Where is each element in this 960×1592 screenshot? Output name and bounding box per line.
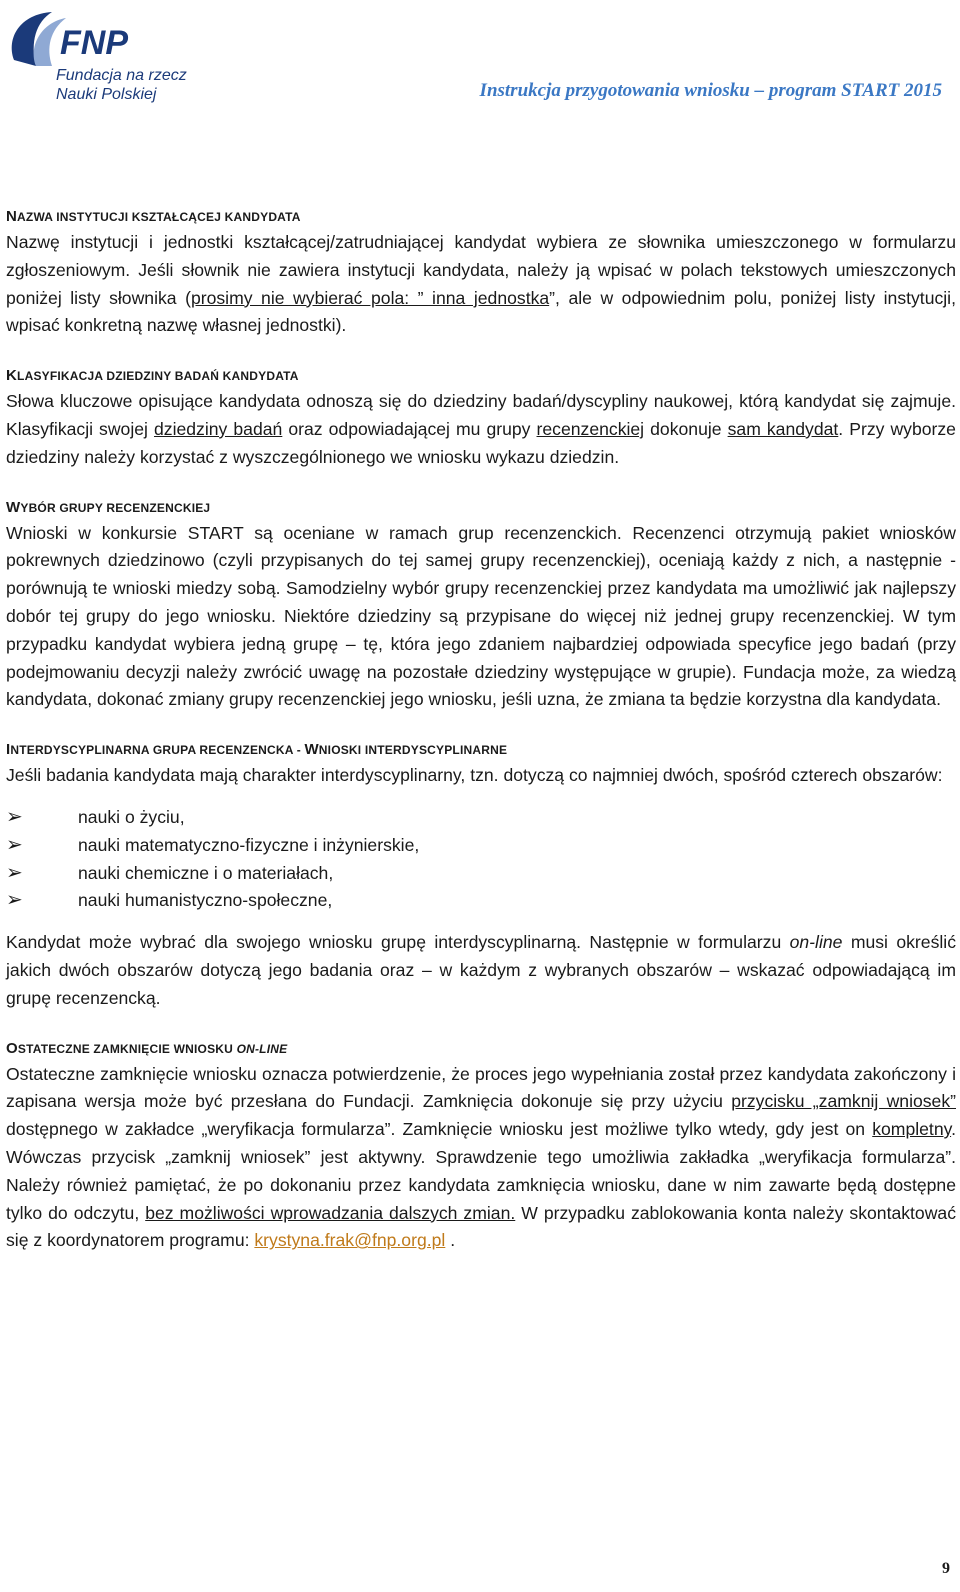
section-institution xyxy=(6,205,956,340)
section-group xyxy=(6,496,956,715)
heading-rest: YBÓR GRUPY RECENZENCKIEJ xyxy=(20,500,211,515)
text-run: dokonuje xyxy=(644,418,728,439)
text-run: . Wówczas przycisk „zamknij wniosek” jest aktywny. Sprawdzenie tego umożliwia zakładka „weryfikacja formularza”. Należy również pamiętać, że po dokonaniu przez kandydata zamknięcia wniosku, dane w nim zawarte będą dostępne tylko do odczytu, xyxy=(6,1119,956,1223)
document-title: Instrukcja przygotowania wniosku – program START 2015 xyxy=(479,80,942,101)
list-item-text: nauki humanistyczno-społeczne, xyxy=(78,890,333,911)
logo-abbr: FNP xyxy=(60,24,128,62)
section-heading xyxy=(6,364,956,388)
text-run: ”, ale w odpowiednim polu, poniżej listy instytucji, wpisać konkretną nazwę własnej jednostki). xyxy=(6,287,956,336)
section-heading xyxy=(6,496,956,520)
section-heading xyxy=(6,1037,956,1061)
heading-rest: LASYFIKACJA DZIEDZINY BADAŃ KANDYDATA xyxy=(17,369,299,384)
heading-italic: ON-LINE xyxy=(236,1041,288,1056)
text-run: . Przy wyborze dziedziny należy korzystać z wyszczególnionego we wniosku wykazu dziedzin. xyxy=(6,418,956,467)
area-list xyxy=(6,804,956,915)
section-interdisciplinary xyxy=(6,738,956,1012)
list-item xyxy=(6,887,956,915)
heading-initial: I xyxy=(6,741,11,759)
page-number: 9 xyxy=(942,1560,950,1577)
italic-text: on-line xyxy=(789,932,843,953)
text-run: . xyxy=(445,1230,456,1251)
logo-line-2: Nauki Polskiej xyxy=(56,86,157,103)
text-run: dostępnego w zakładce „weryfikacja formularza”. Zamknięcie wniosku jest możliwe tylko wtedy, gdy jest on xyxy=(6,1119,873,1140)
list-item xyxy=(6,860,956,888)
paragraph: Wnioski w konkursie START są oceniane w ramach grup recenzenckich. Recenzenci otrzymują pakiet wniosków pokrewnych dziedzinowo (czyli przypisanych do tej samej grupy recenzenckiej), oceniają każdy z nich, a następnie - porównują te wnioski miedzy sobą. Samodzielny wybór grupy recenzenckiej przez kandydata ma umożliwić jak najlepszy dobór tej grupy do jego wniosku. Niektóre dziedziny są przypisane do więcej niż jednej grupy recenzenckiej. W tym przypadku kandydat wybiera jedną grupę – tę, która jego zdaniem najbardziej odpowiada specyfice jego badań (przy podejmowaniu decyzji należy zwrócić uwagę na pozostałe dziedziny występujące w grupie). Fundacja może, za wiedzą kandydata, dokonać zmiany grupy recenzenckiej jego wniosku, jeśli uzna, że zmiana ta będzie korzystna dla kandydata. xyxy=(6,522,956,710)
text-run: Słowa kluczowe opisujące kandydata odnoszą się do dziedziny badań/dyscypliny naukowej, którą kandydat się zajmuje. Klasyfikacji swojej xyxy=(6,391,956,439)
heading-rest: NIOSKI INTERDYSCYPLINARNE xyxy=(318,743,508,758)
section-heading xyxy=(6,738,956,762)
list-item xyxy=(6,832,956,860)
section-closing xyxy=(6,1037,956,1256)
heading-initial: N xyxy=(6,208,18,225)
heading-initial: W xyxy=(304,741,319,759)
heading-initial: O xyxy=(6,1039,18,1057)
text-run: Nazwę instytucji i jednostki kształcącej/zatrudniającej kandydat wybiera ze słownika umieszczonego w formularzu zgłoszeniowym. Jeśli słownik nie zawiera instytucji kandydata, należy ją wpisać w polach tekstowych umieszczonych poniżej listy słownika ( xyxy=(6,232,956,308)
list-item xyxy=(6,804,956,832)
underlined-text: kompletny xyxy=(872,1119,952,1140)
section-heading xyxy=(6,205,956,229)
heading-rest: AZWA INSTYTUCJI KSZTAŁCĄCEJ KANDYDATA xyxy=(17,210,301,224)
paragraph: Jeśli badania kandydata mają charakter interdyscyplinarny, tzn. dotyczą co najmniej dwóch, spośród czterech obszarów: xyxy=(6,765,943,786)
heading-initial: W xyxy=(6,498,21,516)
list-item-text: nauki matematyczno-fizyczne i inżynierskie, xyxy=(78,834,420,855)
underlined-text: przycisku „zamknij wniosek” xyxy=(731,1091,956,1112)
arrow-bullet-icon: ➢ xyxy=(6,805,23,828)
coordinator-email-link[interactable]: krystyna.frak@fnp.org.pl xyxy=(254,1230,446,1251)
heading-initial: K xyxy=(6,367,18,385)
paragraph xyxy=(6,1061,956,1256)
list-item-text: nauki chemiczne i o materiałach, xyxy=(78,862,334,883)
underlined-text: bez możliwości wprowadzania dalszych zmian. xyxy=(145,1202,516,1223)
list-item-text: nauki o życiu, xyxy=(78,806,185,827)
paragraph xyxy=(6,388,956,471)
text-run: Ostateczne zamknięcie wniosku oznacza potwierdzenie, że proces jego wypełniania został przez kandydata zakończony i zapisana wersja może być przesłana do Fundacji. Zamknięcia dokonuje się przy użyciu xyxy=(6,1063,956,1112)
underlined-text: recenzenckiej xyxy=(536,418,645,439)
paragraph xyxy=(6,229,956,340)
text-run: W przypadku zablokowania konta należy skontaktować się z koordynatorem programu: xyxy=(6,1202,956,1251)
logo-text xyxy=(56,66,187,104)
text-run: oraz odpowiadającej mu grupy xyxy=(282,418,537,439)
underlined-text: dziedziny badań xyxy=(154,418,283,439)
underlined-text: prosimy nie wybierać pola: ” inna jednostka xyxy=(190,287,550,308)
text-run: musi określić jakich dwóch obszarów dotyczą jego badania oraz – w każdym z wybranych obszarów – wskazać odpowiadającą im grupę recenzencką. xyxy=(6,932,956,1008)
document-body xyxy=(6,205,956,1279)
logo-line-1: Fundacja na rzecz xyxy=(56,67,187,84)
paragraph xyxy=(6,929,956,1012)
fnp-logo xyxy=(6,8,206,108)
heading-rest: NTERDYSCYPLINARNA GRUPA RECENZENCKA - xyxy=(10,743,305,758)
section-classification xyxy=(6,364,956,471)
text-run: Kandydat może wybrać dla swojego wniosku grupę interdyscyplinarną. Następnie w formularzu xyxy=(6,932,790,953)
underlined-text: sam kandydat xyxy=(727,418,839,439)
arrow-bullet-icon: ➢ xyxy=(6,861,23,884)
arrow-bullet-icon: ➢ xyxy=(6,833,23,856)
arrow-bullet-icon: ➢ xyxy=(6,889,23,912)
heading-rest: STATECZNE ZAMKNIĘCIE WNIOSKU xyxy=(17,1041,237,1056)
